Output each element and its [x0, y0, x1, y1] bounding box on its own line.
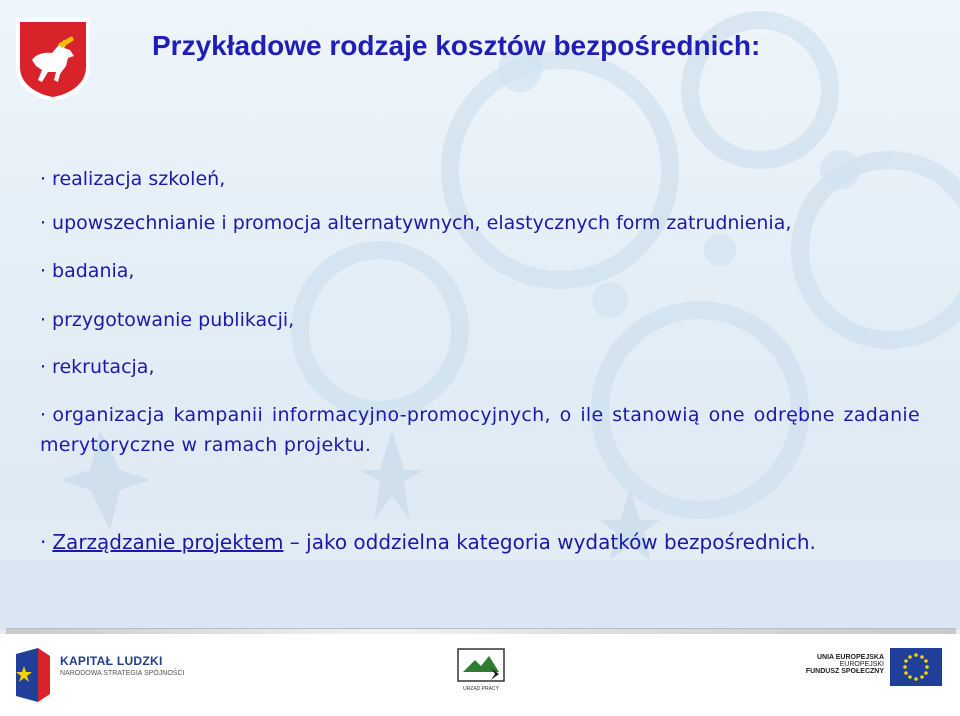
bullet-marker: · [40, 404, 47, 426]
bullet-item [40, 168, 225, 190]
urzad-pracy-logo-icon [457, 648, 505, 694]
bullet-item [40, 309, 294, 331]
bullet-text: – jako oddzielna kategoria wydatków bezpośrednich. [283, 530, 816, 554]
bullet-marker: · [40, 212, 47, 234]
bullet-marker: · [40, 260, 47, 282]
bullet-item [40, 530, 816, 554]
slide-title: Przykładowe rodzaje kosztów bezpośrednich: [152, 30, 761, 61]
bullet-marker: · [40, 530, 47, 554]
bullet-item [40, 356, 155, 378]
bullet-marker: · [40, 168, 47, 190]
eu-label [780, 654, 884, 675]
bullet-text: przygotowanie publikacji, [52, 309, 295, 331]
kapital-ludzki-label [60, 654, 184, 677]
footer [0, 634, 960, 716]
bullet-text: realizacja szkoleń, [52, 168, 226, 190]
kapital-ludzki-sub: NARODOWA STRATEGIA SPÓJNOŚCI [60, 670, 185, 677]
bullet-marker: · [40, 356, 47, 378]
bullet-text: rekrutacja, [52, 356, 155, 378]
eu-flag-icon [890, 648, 942, 686]
bullet-item [40, 212, 791, 234]
bullet-text: upowszechnianie i promocja alternatywnych, elastycznych form zatrudnienia, [52, 212, 792, 234]
lublin-crest-icon [14, 16, 92, 102]
bullet-marker: · [40, 309, 47, 331]
kapital-ludzki-logo-icon [14, 646, 52, 704]
eu-line-1: UNIA EUROPEJSKA [816, 654, 884, 661]
bullet-text: badania, [52, 260, 135, 282]
bullet-item [40, 260, 134, 282]
eu-line-3: FUNDUSZ SPOŁECZNY [805, 668, 884, 675]
bullet-text: organizacja kampanii informacyjno-promocyjnych, o ile stanowią one odrębne zadanie merytoryczne w ramach projektu. [40, 404, 920, 456]
urzad-pracy-label: URZĄD PRACY [463, 686, 499, 692]
bullet-item [40, 400, 920, 460]
eu-line-2: EUROPEJSKI [839, 661, 884, 668]
kapital-ludzki-main: KAPITAŁ LUDZKI [60, 654, 163, 668]
bullet-underlined-text: Zarządzanie projektem [52, 530, 284, 554]
